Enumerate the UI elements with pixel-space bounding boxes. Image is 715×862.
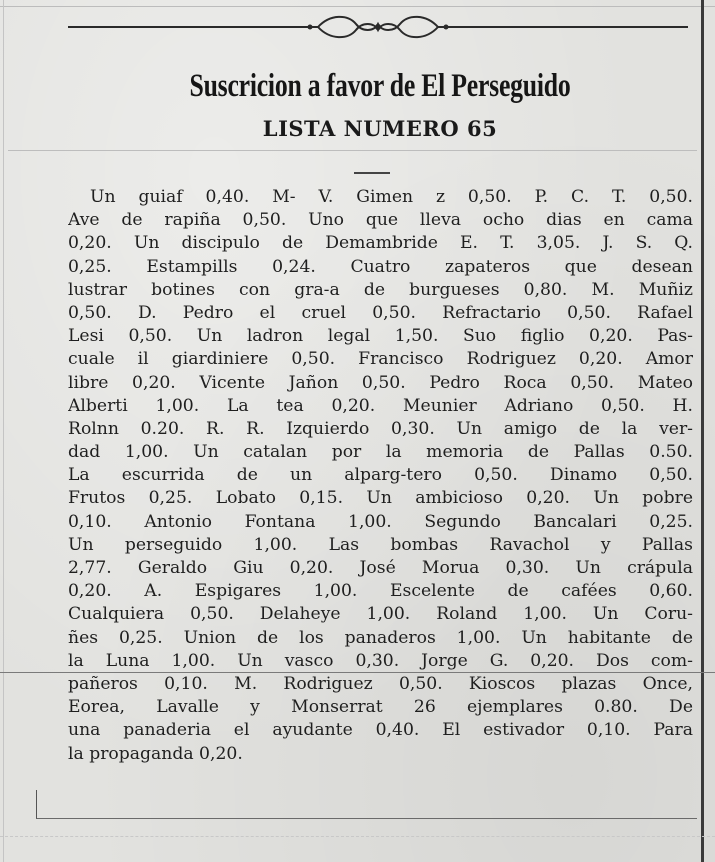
bottom-rule bbox=[0, 836, 715, 837]
column-end-bracket bbox=[36, 790, 697, 819]
text-line: cuale il giardiniere 0,50. Francisco Rodriguez 0,20. Amor bbox=[68, 349, 693, 370]
text-line: una panaderia el ayudante 0,40. El estivador 0,10. Para bbox=[68, 720, 693, 741]
left-column-rule bbox=[3, 0, 4, 862]
text-line: 2,77. Geraldo Giu 0,20. José Morua 0,30. Un crápula bbox=[68, 558, 693, 578]
text-line: Cualquiera 0,50. Delaheye 1,00. Roland 1,00. Un Coru- bbox=[68, 604, 693, 625]
text-line: libre 0,20. Vicente Jañon 0,50. Pedro Roca 0,50. Mateo bbox=[68, 372, 693, 393]
right-column-rule bbox=[701, 0, 704, 862]
text-line: La escurrida de un alparg-tero 0,50. Dinamo 0,50. bbox=[68, 465, 693, 486]
text-line: Rolnn 0.20. R. R. Izquierdo 0,30. Un amigo de la ver- bbox=[68, 418, 693, 439]
text-line: Ave de rapiña 0,50. Uno que lleva ocho dias en cama bbox=[68, 210, 693, 231]
text-line: 0,25. Estampills 0,24. Cuatro zapateros que desean bbox=[68, 256, 693, 277]
text-line: 0,50. D. Pedro el cruel 0,50. Refractario 0,50. Rafael bbox=[68, 302, 693, 323]
text-line: Un perseguido 1,00. Las bombas Ravachol y Pallas bbox=[68, 534, 693, 555]
text-line: Un guiaf 0,40. M- V. Gimen z 0,50. P. C. T. 0,50. bbox=[90, 187, 693, 207]
ornamental-divider bbox=[68, 12, 688, 42]
text-line: 0,20. Un discipulo de Demambride E. T. 3,05. J. S. Q. bbox=[68, 233, 693, 254]
text-line: Lesi 0,50. Un ladron legal 1,50. Suo figlio 0,20. Pas- bbox=[68, 326, 693, 347]
text-line: dad 1,00. Un catalan por la memoria de Pallas 0.50. bbox=[68, 442, 693, 463]
text-line: pañeros 0,10. M. Rodriguez 0,50. Kioscos plazas Once, bbox=[68, 673, 693, 694]
text-line: ñes 0,25. Union de los panaderos 1,00. Un habitante de bbox=[68, 627, 693, 648]
text-line: Frutos 0,25. Lobato 0,15. Un ambicioso 0,20. Un pobre bbox=[68, 488, 693, 509]
text-line: Alberti 1,00. La tea 0,20. Meunier Adriano 0,50. H. bbox=[68, 395, 693, 416]
subscription-list-text bbox=[68, 186, 693, 766]
top-rule bbox=[0, 6, 715, 7]
text-line: lustrar botines con gra-a de burgueses 0,80. M. Muñiz bbox=[68, 279, 693, 300]
text-line: la propaganda 0,20. bbox=[68, 743, 243, 764]
text-line: 0,20. A. Espigares 1,00. Escelente de cafées 0,60. bbox=[68, 581, 693, 602]
heading-rule bbox=[8, 150, 697, 151]
list-number-heading: LISTA NUMERO 65 bbox=[262, 116, 498, 141]
page-title: Suscricion a favor de El Perseguido bbox=[189, 68, 571, 104]
text-line: 0,10. Antonio Fontana 1,00. Segundo Bancalari 0,25. bbox=[68, 511, 693, 532]
section-dash bbox=[354, 172, 390, 174]
text-line: Eorea, Lavalle y Monserrat 26 ejemplares 0.80. De bbox=[68, 697, 693, 718]
crease-line bbox=[0, 672, 715, 673]
text-line: la Luna 1,00. Un vasco 0,30. Jorge G. 0,20. Dos com- bbox=[68, 650, 693, 671]
